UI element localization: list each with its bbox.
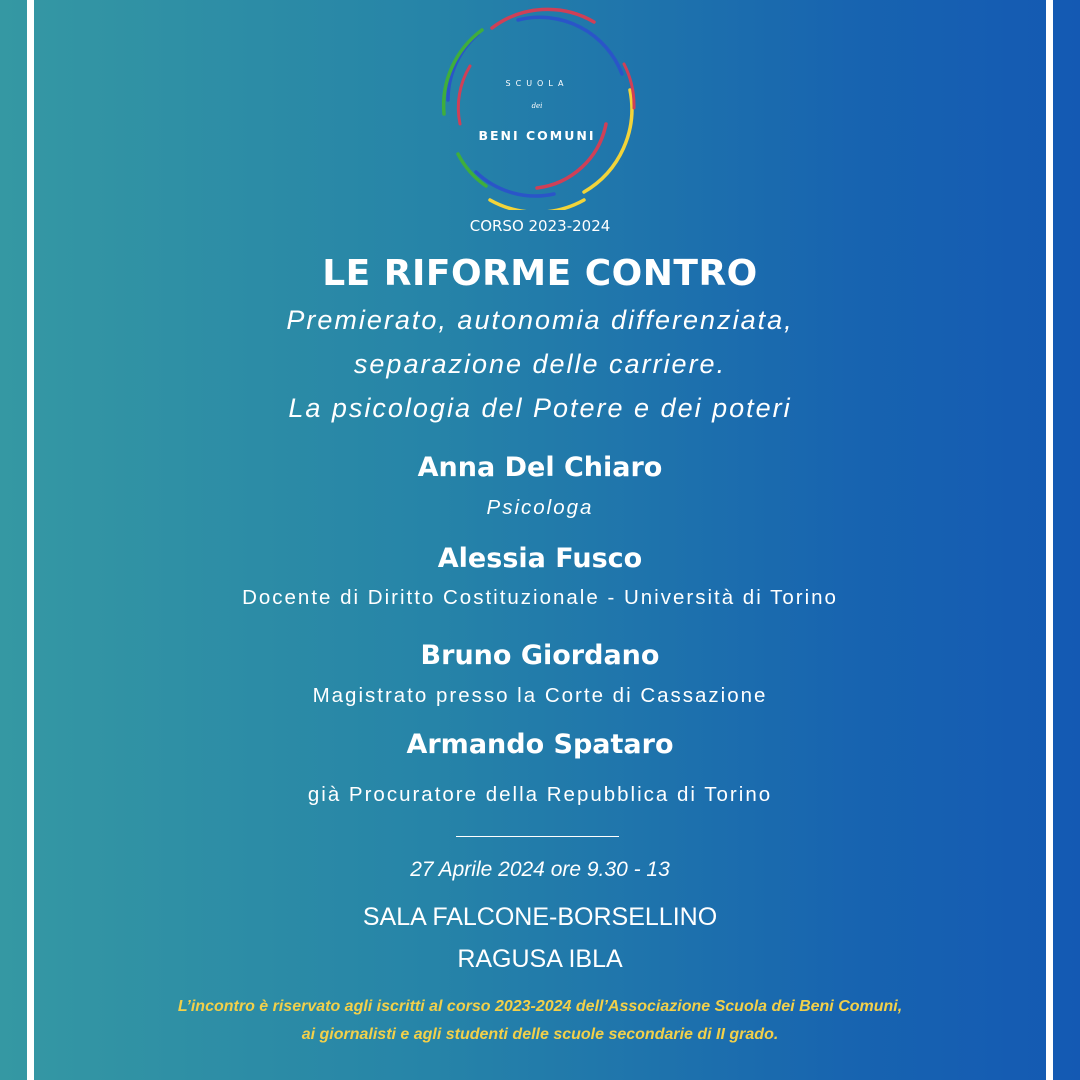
logo-text-dei: dei xyxy=(531,102,543,110)
divider-line xyxy=(456,836,619,837)
logo-text-scuola: SCUOLA xyxy=(505,79,569,88)
subtitle-line-1: Premierato, autonomia differenziata, xyxy=(286,305,794,335)
event-venue: SALA FALCONE-BORSELLINO xyxy=(362,903,718,931)
notice-line-1: L’incontro è riservato agli iscritti al corso 2023-2024 dell’Associazione Scuola dei Beni Comuni, xyxy=(177,998,903,1015)
speaker-name: Bruno Giordano xyxy=(420,640,660,671)
speaker-name: Alessia Fusco xyxy=(437,543,643,574)
event-city: RAGUSA IBLA xyxy=(457,945,623,973)
event-title: LE RIFORME CONTRO xyxy=(322,253,758,294)
course-label: CORSO 2023-2024 xyxy=(469,217,611,235)
subtitle-line-3: La psicologia del Potere e dei poteri xyxy=(288,393,792,423)
speaker-name: Armando Spataro xyxy=(406,729,674,760)
logo-text-beni-comuni: BENI COMUNI xyxy=(478,128,596,143)
speaker-role: Magistrato presso la Corte di Cassazione xyxy=(312,684,768,707)
school-logo xyxy=(434,4,640,210)
notice-line-2: ai giornalisti e agli studenti delle scuole secondarie di II grado. xyxy=(301,1026,779,1043)
subtitle-line-2: separazione delle carriere. xyxy=(353,349,727,379)
speaker-role: già Procuratore della Repubblica di Torino xyxy=(307,783,773,806)
speaker-name: Anna Del Chiaro xyxy=(417,452,663,483)
speaker-role: Psicologa xyxy=(486,496,594,519)
speaker-role: Docente di Diritto Costituzionale - Università di Torino xyxy=(242,586,838,609)
event-date-time: 27 Aprile 2024 ore 9.30 - 13 xyxy=(410,858,670,881)
